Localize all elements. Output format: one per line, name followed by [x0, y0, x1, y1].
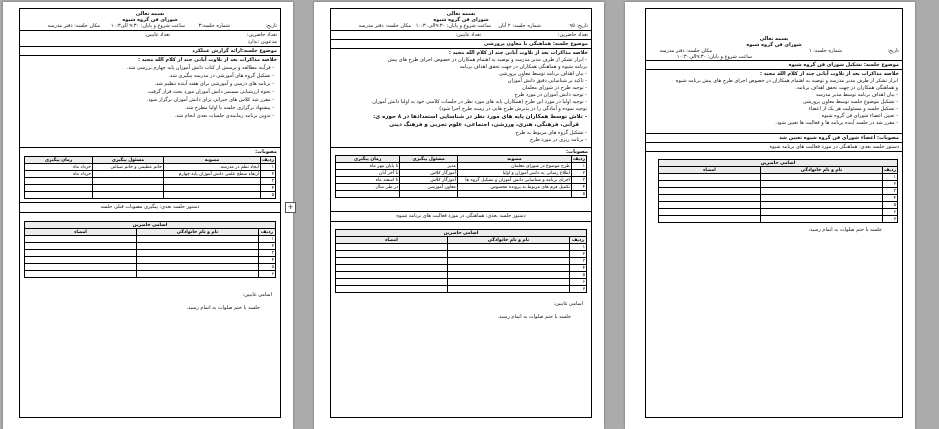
- document-page-2: [314, 2, 604, 429]
- attendees-table: [658, 159, 898, 223]
- session-topic: موضوع جلسه:ارائه گزارش عملکرد: [192, 48, 277, 54]
- table-row: ۵: [336, 272, 587, 279]
- summary-line: و هماهنگی همکاران در جهت تحقق اهداف برنامه.: [795, 85, 898, 91]
- table-row: ۳: [25, 178, 276, 185]
- table-row: در طی سال معاون آموزشی تکمیل فرم های مربوط به پرونده مخصوص ۴: [336, 184, 587, 191]
- summary-title: خلاصه مذاکرات بعد از تلاوت آیاتی چند از کلام الله مجید :: [137, 57, 277, 63]
- resolutions-table: [335, 155, 587, 198]
- minutes-frame-2: [330, 8, 592, 418]
- closing-line: جلسه با ختم صلوات به اتمام رسید.: [808, 227, 882, 233]
- table-row: ۵: [336, 191, 587, 198]
- table-row: ۲: [659, 181, 898, 188]
- next-session-agenda: دستور جلسه بعدی: پیگیری مصوبات قبلی جلسه: [100, 204, 200, 210]
- session-number: شماره جلسه: ۱: [808, 48, 842, 54]
- table-row: ۲: [336, 251, 587, 258]
- summary-line: - تشکیل جلسه و مسئولیت هر یک از اعضاء: [808, 106, 898, 112]
- school-title: شورای فن گروه شیوه: [433, 17, 489, 23]
- next-session-agenda: دستور جلسه بعدی: هماهنگی در مورد فعالیت های برنامه شیوه: [769, 144, 899, 150]
- minutes-frame-3: [645, 8, 903, 418]
- table-row: ۱: [659, 174, 898, 181]
- table-row: ۱: [336, 244, 587, 251]
- table-row: ۵: [25, 192, 276, 199]
- table-row: ۴: [25, 257, 276, 264]
- session-time: ساعت شروع و پایان: ۹:۳۰الی۱۰:۳۰: [676, 54, 752, 60]
- col-row: ردیف: [570, 237, 587, 244]
- table-row: ۴: [659, 195, 898, 202]
- bismillah: بسمه تعالی: [446, 11, 476, 17]
- summary-line: - مقرر شد کلاس های جبرانی برای دانش آموزان برگزار شود.: [146, 97, 274, 103]
- table-row: ۱: [25, 236, 276, 243]
- invitees: مدعوین :ندارد: [247, 39, 277, 45]
- resolutions-title: مصوبات:: [255, 149, 277, 155]
- table-row: خرداد ماه ارتقاء سطح علمی دانش آموزان پایه چهارم ۲: [25, 171, 276, 178]
- summary-line: ابراز تشکر از طرف مدیر مدرسه و توصیه به اهتمام همکاران در خصوص اجرای طرح های پیش برنامه شیوه: [675, 78, 898, 84]
- table-row: ۶: [659, 209, 898, 216]
- closing-line: جلسه با ختم صلوات به اتمام رسید.: [497, 314, 571, 320]
- table-row: تا پایان مهر ماه مدیر طرح موضوع در شورای معلمان ۱: [336, 163, 587, 170]
- summary-line: - برنامه های درسی و آموزشی برای هفته آینده تنظیم شد.: [154, 81, 274, 87]
- summary-line: - تشکیل گروه های مربوط به طرح: [515, 130, 587, 136]
- table-row: ۷: [659, 216, 898, 223]
- summary-line: - تعیین اعضاء شورای فن گروه شیوه: [821, 113, 898, 119]
- summary-line: - تشکیل موضوع جلسه توسط معاون پرورشی: [802, 99, 898, 105]
- table-row: ۷: [336, 286, 587, 293]
- col-name: نام و نام خانوادگی: [447, 237, 569, 244]
- table-row: تا آخر آبان آموزگار کلاس اطلاع رسانی به دانش آموزان و اولیا ۲: [336, 170, 587, 177]
- session-topic: موضوع جلسه: هماهنگی با معاون پرورشی: [483, 41, 588, 47]
- table-row: ۴: [25, 185, 276, 192]
- minutes-frame-1: [19, 8, 281, 418]
- col-row: ردیف: [262, 157, 274, 163]
- absentee-count: تعداد غایبین:: [455, 32, 481, 38]
- summary-title: خلاصه مذاکرات بعد از تلاوت آیاتی چند از کلام الله مجید :: [448, 50, 588, 56]
- table-row: ۳: [25, 250, 276, 257]
- absentee-names: اسامی غایبین:: [242, 292, 272, 298]
- table-row: ۵: [25, 264, 276, 271]
- summary-line: - تشکیل گروه های آموزشی در مدرسه پیگیری شد.: [168, 73, 274, 79]
- summary-line: - پیشنهاد برگزاری جلسه با اولیا مطرح شد.: [184, 105, 274, 111]
- summary-title: خلاصه مذاکرات بعد از تلاوت آیاتی چند از کلام الله مجید :: [759, 71, 899, 77]
- summary-line: - تاکید بر شناسایی دقیق دانش آموزان: [507, 78, 587, 84]
- resolutions-table: [24, 156, 276, 199]
- col-name: نام و نام خانوادگی: [760, 167, 882, 174]
- summary-line: - بیان اهداف برنامه توسط معاون پرورشی: [498, 71, 587, 77]
- col-row: ردیف: [884, 167, 896, 173]
- col-resolution: مصوبه: [163, 157, 260, 164]
- session-number: شماره جلسه:۳: [198, 23, 230, 29]
- col-row: ردیف: [573, 156, 585, 162]
- table-row: ۳: [336, 258, 587, 265]
- col-responsible: مسئول پیگیری: [400, 156, 458, 163]
- col-signature: امضاء: [336, 237, 448, 244]
- summary-line: - توجیه طرح در شورای معلمان: [522, 85, 587, 91]
- col-resolution: مصوبه: [457, 156, 571, 163]
- absentee-names: اسامی غایبین:: [553, 301, 583, 307]
- summary-line: قرآنی، فرهنگی، هنری، ورزشی، اجتماعی، علوم تجربی و فرهنگ دینی: [389, 122, 579, 128]
- summary-line: - توجیه دانش آموزان در مورد طرح: [514, 92, 587, 98]
- col-followup-time: زمان پیگیری: [336, 156, 400, 163]
- table-row: ۳: [659, 188, 898, 195]
- attendees-title: اسامی حاضرین: [25, 222, 276, 229]
- table-row: تا اسفند ماه آموزگار کلاس اجرای برنامه و شناسایی دانش آموزان و تشکیل گروه ها ۳: [336, 177, 587, 184]
- resolutions: مصوبات: اعضاء شورای فن گروه شیوه تعیین شد: [779, 135, 899, 141]
- move-handle[interactable]: +: [285, 202, 296, 213]
- bismillah: بسمه تعالی: [135, 11, 165, 17]
- attendees-title: اسامی حاضرین: [336, 230, 587, 237]
- bismillah: بسمه تعالی: [759, 36, 789, 42]
- school-title: شورای فن گروه شیوه: [122, 17, 178, 23]
- session-number: شماره جلسه: ۲ آبان: [498, 23, 541, 29]
- col-row: ردیف: [259, 229, 276, 236]
- session-topic: موضوع جلسه: تشکیل شورای فن گروه شیوه: [788, 62, 899, 68]
- summary-line: - برنامه ریزی در مورد طرح: [529, 137, 587, 143]
- summary-line: - توجیه اولیا در مورد این طرح (همکاران پایه های مورد نظر در جلسات کلاسی خود به اولیا دانش آموزان: [372, 99, 587, 105]
- col-followup-time: زمان پیگیری: [25, 157, 93, 164]
- table-row: ۶: [25, 271, 276, 278]
- col-signature: امضاء: [659, 167, 761, 174]
- date-label: تاریخ:: [265, 23, 277, 29]
- attendees-table: [24, 221, 276, 278]
- col-responsible: مسئول پیگیری: [93, 157, 164, 164]
- summary-line: - بیان اهداف برنامه توسط مدیر مدرسه: [815, 92, 898, 98]
- summary-line: - ابراز تشکر از طرف مدیر مدرسه و توصیه به اهتمام همکاران در خصوص اجرای طرح های پیش: [387, 57, 587, 63]
- attendee-count: تعداد حاضرین:: [246, 32, 277, 38]
- document-page-3: [625, 2, 915, 429]
- date-label: تاریخ:: [887, 48, 899, 54]
- summary-line: - فرآیند مطالعه و پرسش از کتاب دانش آموزان پایه چهارم بررسی شد.: [126, 65, 274, 71]
- document-page-1: [3, 2, 293, 429]
- resolutions-title: مصوبات:: [566, 149, 588, 155]
- session-place: مکان جلسه: دفتر مدرسه: [358, 23, 411, 29]
- date-label: تاریخ: ۹۵: [569, 23, 588, 29]
- summary-line: توجیه نموده و آمادگی را در پذیرش طرح هایی در زمینه طرح اجرا شود): [439, 106, 587, 112]
- school-title: شورای فن گروه شیوه: [746, 42, 802, 48]
- session-place: مکان جلسه: دفتر مدرسه: [47, 23, 100, 29]
- session-time: ساعت شروع و پایان: ۹:۳۰ الی۱۰:۳: [110, 23, 185, 29]
- table-row: خرداد ماه خانم عظیمی و خانم صباغی ایجاد نظم در مدرسه. ۱: [25, 164, 276, 171]
- summary-line: - تدوین برنامه زمانبندی جلسات بعدی انجام شد.: [174, 113, 274, 119]
- attendees-table: [335, 229, 587, 293]
- attendee-count: تعداد حاضرین:: [557, 32, 588, 38]
- session-time: ساعت شروع و پایان: ۹:۳۰الی۱۰:۳۰: [415, 23, 491, 29]
- absentee-count: تعداد غایبین:: [144, 32, 170, 38]
- summary-line: برنامه شیوه و هماهنگی همکاران در جهت تحقق اهداف برنامه: [459, 64, 587, 70]
- table-row: ۶: [336, 279, 587, 286]
- attendees-title: اسامی حاضرین: [659, 160, 898, 167]
- session-place: مکان جلسه: دفتر مدرسه: [659, 48, 712, 54]
- summary-line: - نحوه ارزشیابی مستمر دانش آموزان مورد بحث قرار گرفت.: [146, 89, 274, 95]
- table-row: ۴: [336, 265, 587, 272]
- summary-line: - مقرر شد در جلسه آینده برنامه ها و فعالیت ها تعیین شود.: [775, 120, 898, 126]
- table-row: ۲: [25, 243, 276, 250]
- closing-line: جلسه با ختم صلوات به اتمام رسید.: [186, 305, 260, 311]
- summary-line: - تلاش توسط همکاران پایه های مورد نظر در شناسایی استعدادها در ۸ حوزه ی:: [372, 114, 587, 120]
- col-name: نام و نام خانوادگی: [136, 229, 258, 236]
- table-row: ۵: [659, 202, 898, 209]
- next-session-agenda: دستور جلسه بعدی: هماهنگی در مورد فعالیت های برنامه شیوه: [396, 213, 526, 219]
- col-signature: امضاء: [25, 229, 137, 236]
